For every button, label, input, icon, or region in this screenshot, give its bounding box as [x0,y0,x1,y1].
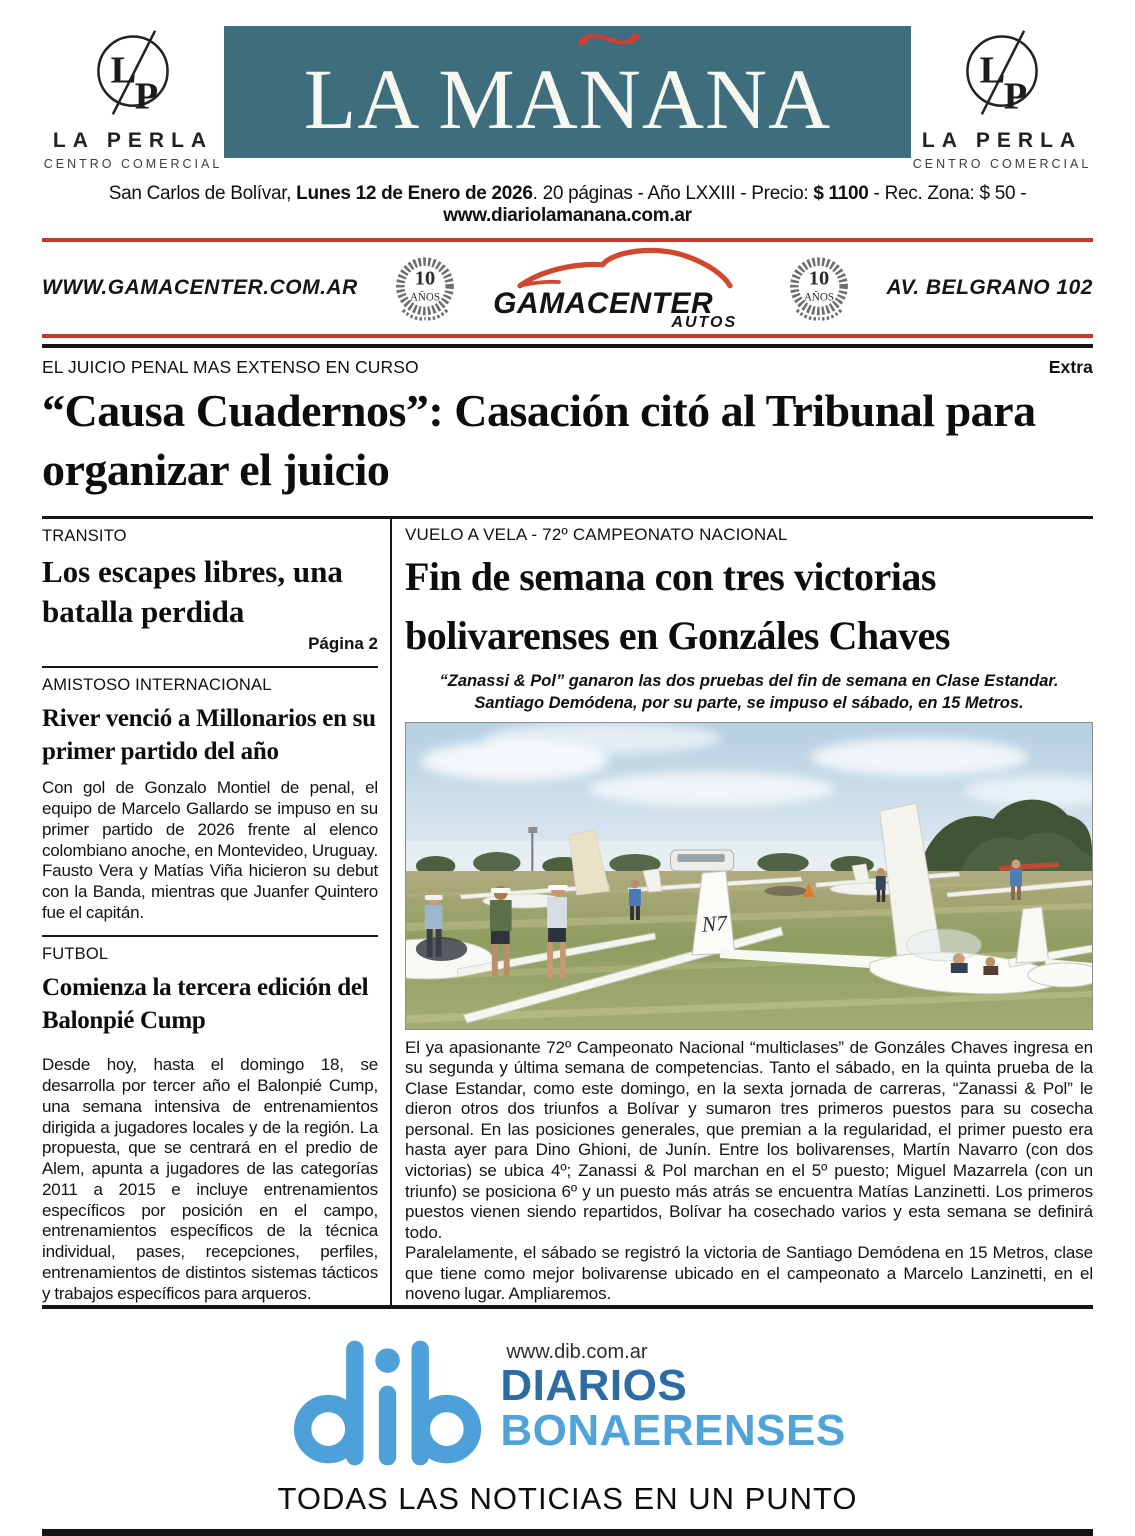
title-enye [576,9,644,147]
dateline [0,183,1135,227]
gamacenter-brand-sub: AUTOS [671,314,738,331]
glider-tail-marking: N7 [700,910,728,937]
dib-text-block [500,1333,845,1454]
dateline-price: $ 1100 [813,183,869,204]
ten-years-wreath-icon [785,248,853,328]
columns-bottom-rule [42,1305,1093,1309]
gamacenter-address: AV. BELGRANO 102 [886,276,1093,299]
lead-kicker: EL JUICIO PENAL MAS EXTENSO EN CURSO [42,357,419,377]
main-article-headline: Fin de semana con tres victorias bolivarenses en Gonzáles Chaves [405,553,950,658]
article-kicker: AMISTOSO INTERNACIONAL [42,676,272,695]
dateline-city: San Carlos de Bolívar, [108,183,297,204]
wreath-years-label: AÑOS [410,291,441,304]
dib-logo-row [0,1333,1135,1471]
sponsor-subtitle: CENTRO COMERCIAL [912,157,1092,171]
body-paragraph: El ya apasionante 72º Campeonato Nacional “multiclases” de Gonzáles Chaves ingresa en su segunda y última semana de competencias. Tanto el sábado, en la quinta prueba de la Clase Estandar, como este domingo, en la sexta jornada de carreras, “Zanassi & Pol” le dieron otros dos triunfos a Bolívar y sumaron tres primeros puestos para su cosecha personal. En las posiciones generales, que premian a la regularidad, el primer puesto era hasta ayer para Dino Ghioni, de Junín. Entre los bolivarenses, Martín Navarro (con dos victorias) se ubica 4º; Zanassi & Pol marchan en el 5º puesto; Miguel Mazarrela (con un triunfo) se posiciona 6º y un puesto más atrás se encuentra Matías Lanzinetti. Los primeros puestos vienen siendo repartidos, Bolívar ha cosechado varios y esta semana se definirá todo. [405,1037,1093,1242]
footer-tagline: TODAS LAS NOTICIAS EN UN PUNTO [277,1480,858,1516]
white-vehicle [671,850,734,871]
page-reference: Página 2 [308,634,378,654]
article-headline: Los escapes libres, una batalla perdida [42,553,343,630]
sponsor-la-perla-right [911,26,1093,171]
subhead-line1: “Zanassi & Pol” ganaron las dos pruebas del fin de semana en Clase Estandar. [439,672,1059,691]
sponsor-la-perla-left [42,26,224,171]
publication-title [303,9,832,147]
car-swoosh-icon [511,243,736,291]
body-paragraph: Paralelamente, el sábado se registró la victoria de Santiago Demódena en 15 Metros, clase que tiene como mejor bolivarense ubicado en el campeonato a Marcelo Lanzinetti, en el noveno lugar. Ampliaremos. [405,1243,1093,1304]
wreath-years: 10 [415,267,436,290]
lead-headline: “Causa Cuadernos”: Casación citó al Tribunal para organizar el juicio [42,385,1036,495]
article-body: Con gol de Gonzalo Montiel de penal, el equipo de Marcelo Gallardo se impuso en su primer partido de 2026 frente al elenco colombiano anoche, en Montevideo, Uruguay. Fausto Vera y Matías Viña hicieron su debut con la Banda, mientras que Juanfer Quintero fue el capitán. [42,778,378,922]
article-headline: Comienza la tercera edición del Balonpié Cump [42,974,369,1034]
lp-initial-l: L [110,49,137,92]
subhead-line2: Santiago Demódena, por su parte, se impuso el sábado, en 15 Metros. [474,694,1024,713]
article-kicker: FUTBOL [42,945,109,964]
article-headline: River venció a Millonarios en su primer partido del año [42,705,376,765]
lp-initial-p: P [1003,75,1028,118]
wreath-years: 10 [808,267,830,290]
footer-rule [42,1529,1093,1536]
sponsor-name: LA PERLA [921,129,1083,152]
lp-initial-l: L [979,49,1006,92]
title-n: N [578,51,642,147]
masthead [224,9,911,158]
extra-tag: Extra [1048,357,1093,377]
columns [42,519,1093,1305]
main-article [392,519,1093,1305]
la-perla-logo-icon [954,26,1050,122]
sponsor-subtitle: CENTRO COMERCIAL [43,157,223,171]
dateline-zone: - Rec. Zona: $ 50 - [868,183,1027,204]
red-rule-top [42,238,1093,242]
title-post: ANA [641,51,832,147]
main-article-subhead [405,670,1093,715]
main-article-kicker: VUELO A VELA - 72º CAMPEONATO NACIONAL [405,524,788,544]
section-divider [42,666,378,668]
newspaper-front-page [0,9,1135,1516]
article-kicker: TRANSITO [42,526,127,545]
gamacenter-website: WWW.GAMACENTER.COM.AR [42,276,358,299]
dib-name-line1: DIARIOS [500,1360,688,1410]
dib-logo-icon [289,1333,484,1471]
lead-kicker-row [42,357,1093,378]
red-tilde-icon: ~ [576,9,644,69]
left-column [42,519,392,1305]
ten-years-wreath-icon [391,248,459,328]
article-photo [405,722,1093,1030]
gamacenter-logo [493,247,751,329]
footer [0,1333,1135,1536]
gliders-airfield-photo [406,723,1092,1029]
title-pre: LA MA [303,51,579,147]
la-perla-logo-icon [85,26,181,122]
sponsor-name: LA PERLA [52,129,214,152]
black-rule-banner-bottom [42,344,1093,348]
dateline-info: . 20 páginas - Año LXXIII - Precio: [532,183,814,204]
dateline-date: Lunes 12 de Enero de 2026 [296,183,533,204]
dib-website: www.dib.com.ar [506,1340,648,1363]
header [42,9,1093,171]
main-article-body [405,1038,1093,1305]
wreath-years-label: AÑOS [803,291,834,304]
dateline-website: www.diariolamanana.com.ar [443,205,692,226]
dib-name-line2: BONAERENSES [500,1405,846,1455]
gamacenter-brand: GAMACENTER [493,287,714,320]
lp-initial-p: P [134,75,159,118]
gamacenter-ad-banner [42,247,1093,329]
article-body: Desde hoy, hasta el domingo 18, se desarrolla por tercer año el Balonpié Cump, una semana intensiva de entrenamientos dirigida a jugadores locales y de la región. La propuesta, que se centrará en el predio de Alem, apunta a jugadores de las categorías 2011 a 2015 e incluye entrenamientos específicos por posición en el campo, entrenamientos específicos de la técnica individual, pases, recepciones, perfiles, entrenamientos de distintos sistemas tácticos y trabajos específicos para arqueros. [42,1055,378,1303]
section-divider [42,935,378,937]
